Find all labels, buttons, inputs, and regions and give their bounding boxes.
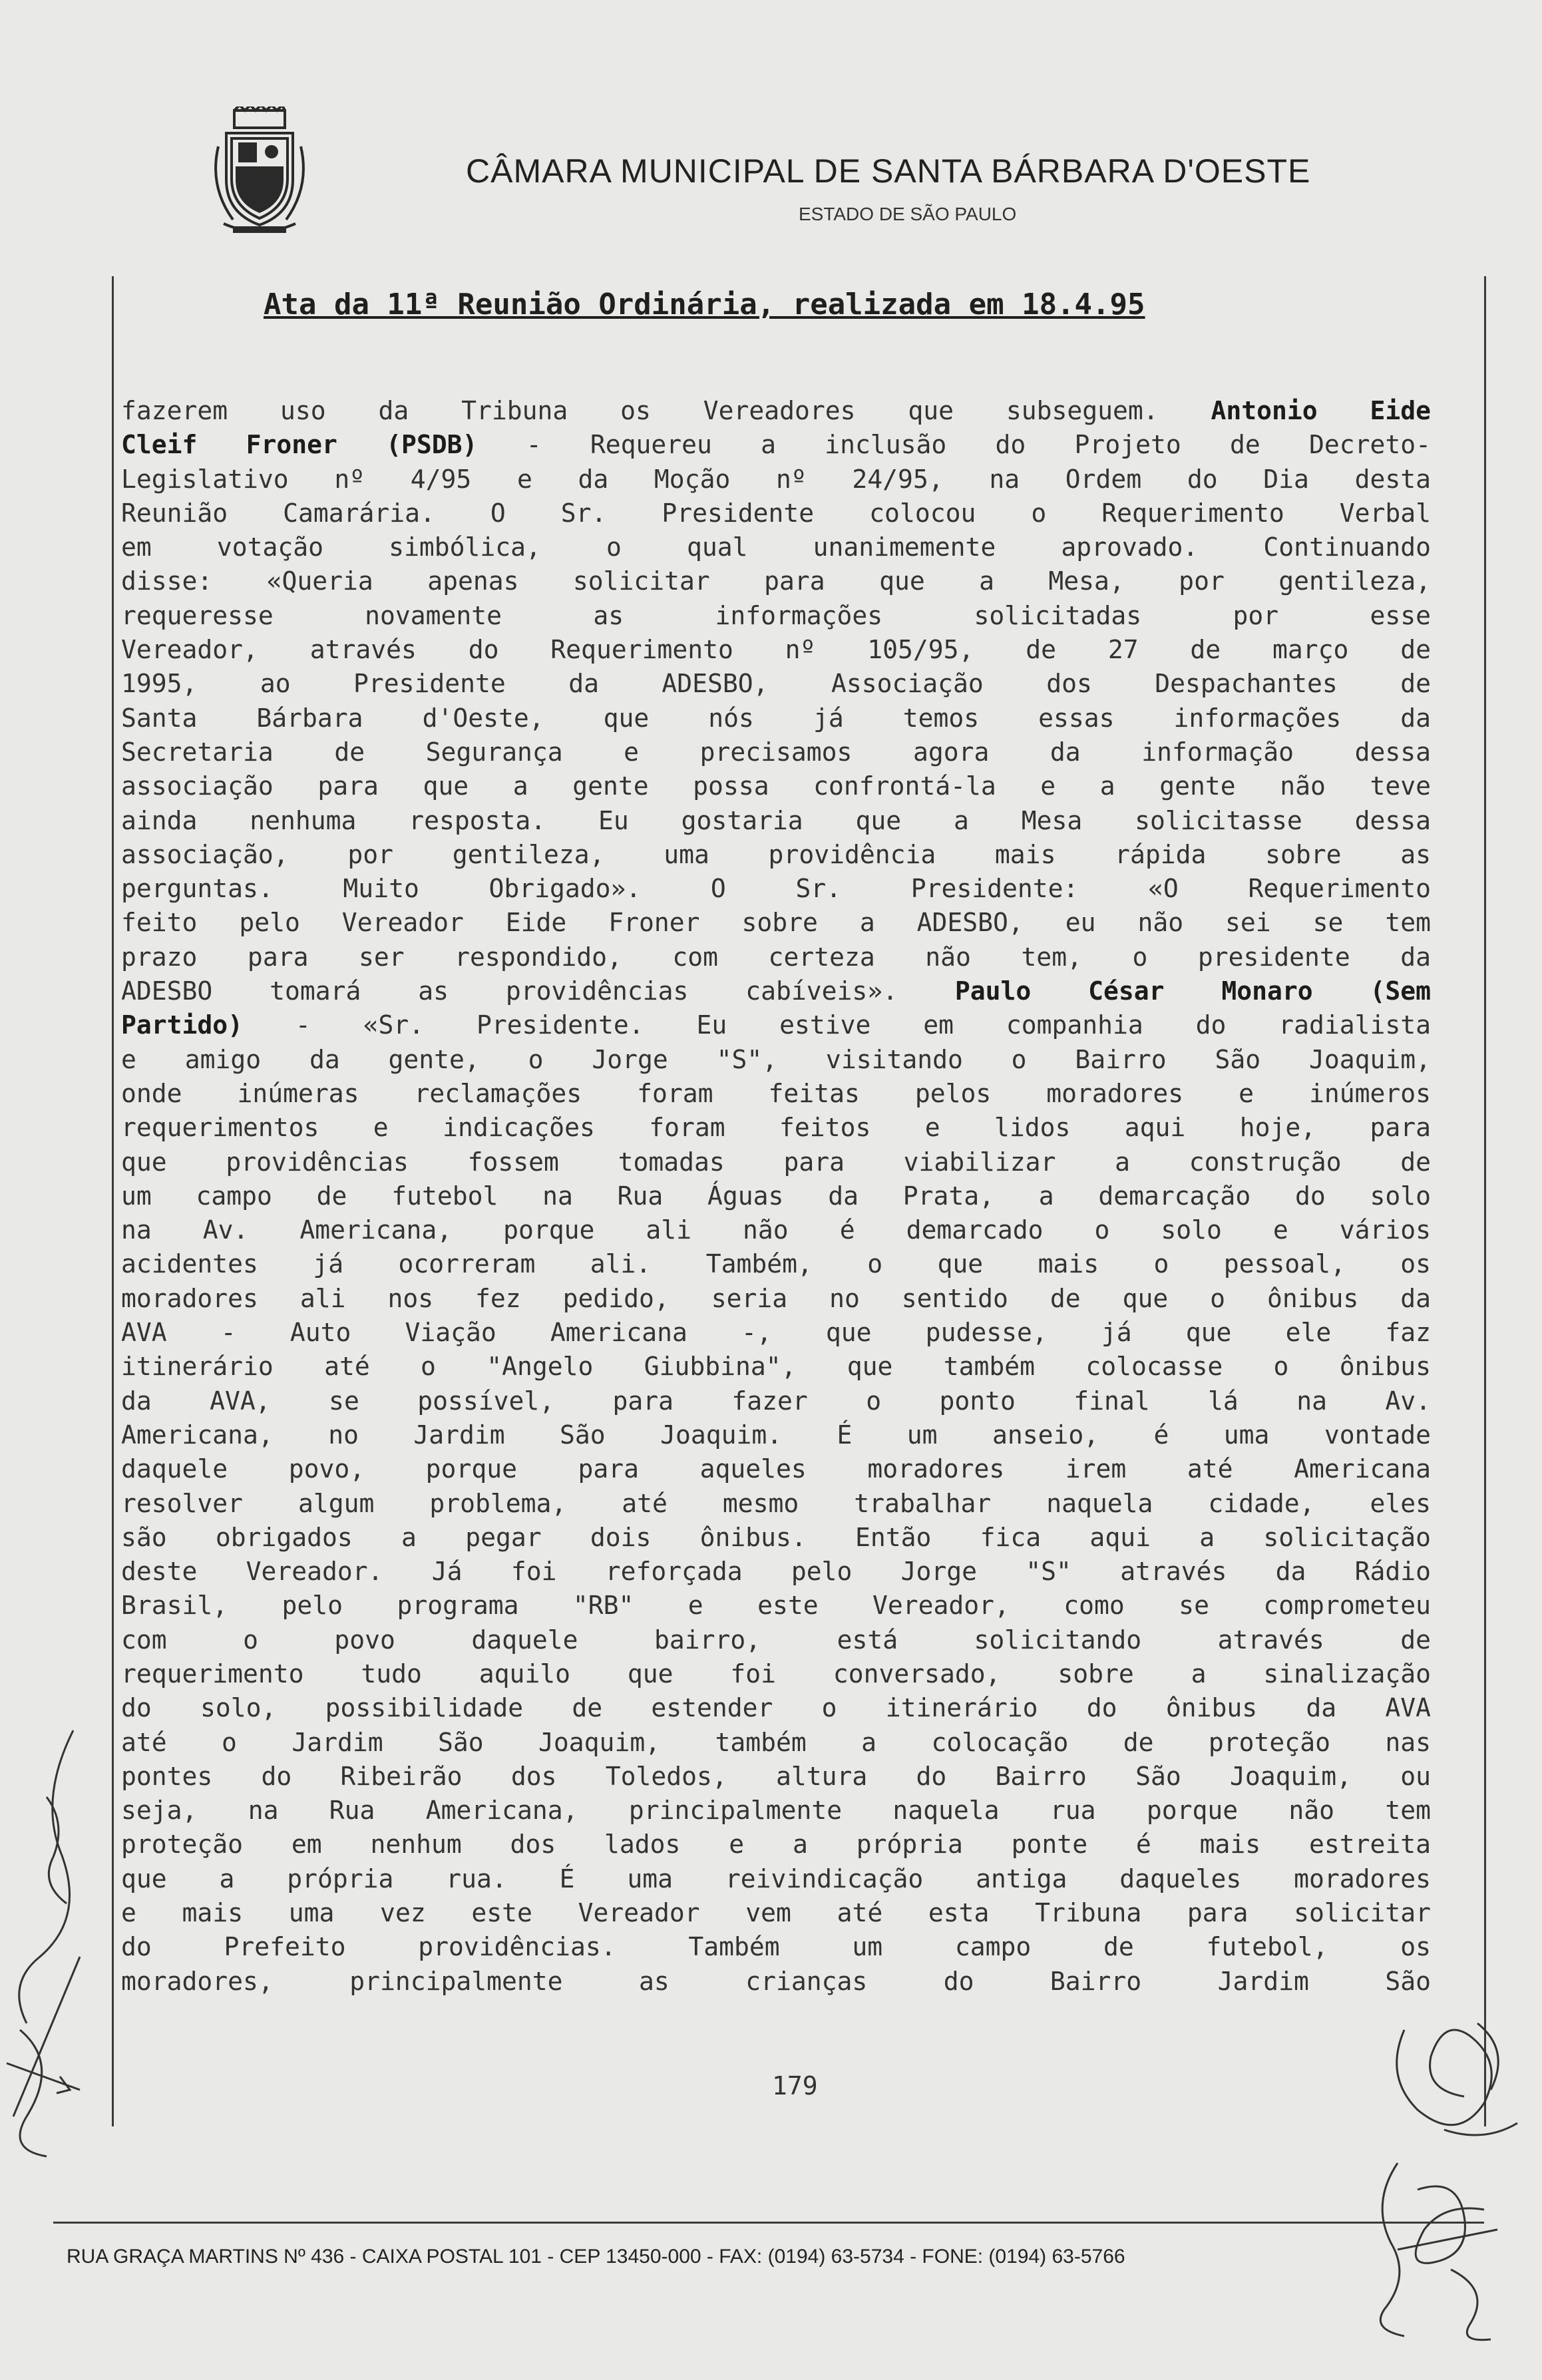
- body-text-segment: daquele povo, porque para aqueles moradores irem até Americana: [121, 1454, 1431, 1484]
- footer-rule: [53, 2222, 1484, 2224]
- body-text-segment: do Prefeito providências. Também um campo de futebol, os: [121, 1932, 1431, 1962]
- body-line: [121, 1111, 1431, 1145]
- body-line: [121, 1282, 1431, 1316]
- body-line: [121, 463, 1431, 496]
- footer-address: RUA GRAÇA MARTINS Nº 436 - CAIXA POSTAL 101 - CEP 13450-000 - FAX: (0194) 63-5734 - FONE: (0194) 63-5766: [67, 2246, 1125, 2268]
- body-line: [121, 838, 1431, 872]
- institution-name: CÂMARA MUNICIPAL DE SANTA BÁRBARA D'OESTE: [466, 152, 1311, 190]
- body-line: [121, 667, 1431, 701]
- body-line: [121, 1043, 1431, 1077]
- body-line: [121, 1555, 1431, 1589]
- body-text-segment: que a própria rua. É uma reivindicação antiga daqueles moradores: [121, 1864, 1431, 1893]
- body-text-segment: feito pelo Vereador Eide Froner sobre a ADESBO, eu não sei se tem: [121, 908, 1431, 938]
- body-text-segment: e amigo da gente, o Jorge "S", visitando o Bairro São Joaquim,: [121, 1044, 1431, 1074]
- body-line: [121, 1452, 1431, 1486]
- body-line: [121, 1350, 1431, 1384]
- speaker-name: Cleif Froner (PSDB): [121, 430, 478, 460]
- body-line: [121, 1487, 1431, 1521]
- body-text-segment: moradores, principalmente as crianças do Bairro Jardim São: [121, 1966, 1431, 1996]
- body-line: [121, 1179, 1431, 1213]
- body-line: [121, 530, 1431, 564]
- body-line: [121, 1760, 1431, 1794]
- body-line: [121, 1828, 1431, 1862]
- body-text-segment: do solo, possibilidade de estender o itinerário do ônibus da AVA: [121, 1693, 1431, 1723]
- body-line: [121, 1862, 1431, 1896]
- margin-line-left: [112, 276, 114, 2126]
- municipal-coat-of-arms-icon: [206, 106, 313, 240]
- body-text-segment: pontes do Ribeirão dos Toledos, altura do Bairro São Joaquim, ou: [121, 1761, 1431, 1791]
- body-line: [121, 1384, 1431, 1418]
- body-line: [121, 428, 1431, 462]
- body-text-segment: na Av. Americana, porque ali não é demarcado o solo e vários: [121, 1215, 1431, 1245]
- body-line: [121, 1965, 1431, 1999]
- body-text-segment: itinerário até o "Angelo Giubbina", que também colocasse o ônibus: [121, 1352, 1431, 1382]
- body-line: [121, 1896, 1431, 1930]
- body-text-segment: um campo de futebol na Rua Águas da Prata, a demarcação do solo: [121, 1181, 1431, 1211]
- body-line: [121, 940, 1431, 974]
- body-text-segment: com o povo daquele bairro, está solicitando através de: [121, 1625, 1431, 1655]
- margin-signature-left: [0, 1717, 93, 2170]
- body-line: [121, 564, 1431, 598]
- body-line: [121, 1521, 1431, 1555]
- body-text-segment: requeresse novamente as informações solicitadas por esse: [121, 600, 1431, 630]
- body-text-segment: acidentes já ocorreram ali. Também, o que mais o pessoal, os: [121, 1249, 1431, 1279]
- body-text-segment: requerimento tudo aquilo que foi conversado, sobre a sinalização: [121, 1659, 1431, 1688]
- body-text-segment: Reunião Camarária. O Sr. Presidente colocou o Requerimento Verbal: [121, 498, 1431, 528]
- body-line: [121, 1008, 1431, 1042]
- body-line: [121, 599, 1431, 633]
- body-text-segment: resolver algum problema, até mesmo trabalhar naquela cidade, eles: [121, 1488, 1431, 1518]
- body-line: [121, 1213, 1431, 1247]
- body-text-segment: Secretaria de Segurança e precisamos agora da informação dessa: [121, 737, 1431, 767]
- minutes-body-text: [121, 394, 1431, 1999]
- body-line: [121, 1623, 1431, 1657]
- body-line: [121, 1418, 1431, 1452]
- body-line: [121, 1657, 1431, 1691]
- body-line: [121, 906, 1431, 940]
- speaker-name: Antonio Eide: [1211, 396, 1431, 425]
- body-text-segment: associação, por gentileza, uma providência mais rápida sobre as: [121, 839, 1431, 869]
- body-text-segment: AVA - Auto Viação Americana -, que pudesse, já que ele faz: [121, 1318, 1431, 1348]
- body-text-segment: disse: «Queria apenas solicitar para que a Mesa, por gentileza,: [121, 566, 1431, 596]
- body-text-segment: em votação simbólica, o qual unanimemente aprovado. Continuando: [121, 532, 1431, 562]
- body-line: [121, 701, 1431, 735]
- body-text-segment: fazerem uso da Tribuna os Vereadores que subseguem.: [121, 396, 1211, 425]
- body-text-segment: e mais uma vez este Vereador vem até esta Tribuna para solicitar: [121, 1898, 1431, 1928]
- state-name: ESTADO DE SÃO PAULO: [799, 204, 1017, 224]
- speaker-name: Partido): [121, 1010, 244, 1040]
- speaker-name: Paulo César Monaro (Sem: [954, 976, 1431, 1006]
- body-text-segment: proteção em nenhum dos lados e a própria ponte é mais estreita: [121, 1830, 1431, 1860]
- body-line: [121, 1794, 1431, 1828]
- body-text-segment: são obrigados a pegar dois ônibus. Então fica aqui a solicitação: [121, 1522, 1431, 1552]
- body-line: [121, 1930, 1431, 1964]
- body-text-segment: - Requereu a inclusão do Projeto de Decreto-: [477, 430, 1431, 460]
- body-text-segment: até o Jardim São Joaquim, também a colocação de proteção nas: [121, 1727, 1431, 1757]
- body-line: [121, 735, 1431, 769]
- body-line: [121, 1145, 1431, 1179]
- body-text-segment: Legislativo nº 4/95 e da Moção nº 24/95, na Ordem do Dia desta: [121, 464, 1431, 494]
- page-number: 179: [772, 2071, 818, 2100]
- body-line: [121, 394, 1431, 428]
- body-line: [121, 1077, 1431, 1111]
- body-line: [121, 1726, 1431, 1760]
- body-text-segment: onde inúmeras reclamações foram feitas pelos moradores e inúmeros: [121, 1078, 1431, 1108]
- body-text-segment: seja, na Rua Americana, principalmente naquela rua porque não tem: [121, 1796, 1431, 1826]
- body-text-segment: associação para que a gente possa confrontá-la e a gente não teve: [121, 771, 1431, 801]
- body-line: [121, 974, 1431, 1008]
- body-line: [121, 804, 1431, 838]
- margin-line-right: [1484, 276, 1486, 2126]
- body-line: [121, 633, 1431, 667]
- body-text-segment: perguntas. Muito Obrigado». O Sr. Presidente: «O Requerimento: [121, 874, 1431, 904]
- body-line: [121, 1691, 1431, 1725]
- body-line: [121, 1316, 1431, 1350]
- body-text-segment: moradores ali nos fez pedido, seria no sentido de que o ônibus da: [121, 1283, 1431, 1313]
- body-line: [121, 1247, 1431, 1281]
- body-text-segment: requerimentos e indicações foram feitos e lidos aqui hoje, para: [121, 1113, 1431, 1143]
- body-text-segment: Santa Bárbara d'Oeste, que nós já temos essas informações da: [121, 703, 1431, 733]
- body-line: [121, 1589, 1431, 1623]
- body-text-segment: da AVA, se possível, para fazer o ponto final lá na Av.: [121, 1386, 1431, 1416]
- body-text-segment: 1995, ao Presidente da ADESBO, Associação dos Despachantes de: [121, 669, 1431, 699]
- body-text-segment: que providências fossem tomadas para viabilizar a construção de: [121, 1147, 1431, 1177]
- body-text-segment: - «Sr. Presidente. Eu estive em companhia do radialista: [243, 1010, 1431, 1040]
- body-line: [121, 872, 1431, 906]
- body-line: [121, 769, 1431, 803]
- body-text-segment: Vereador, através do Requerimento nº 105/95, de 27 de março de: [121, 635, 1431, 665]
- body-line: [121, 496, 1431, 530]
- body-text-segment: deste Vereador. Já foi reforçada pelo Jorge "S" através da Rádio: [121, 1557, 1431, 1587]
- body-text-segment: prazo para ser respondido, com certeza não tem, o presidente da: [121, 942, 1431, 972]
- body-text-segment: Brasil, pelo programa "RB" e este Vereador, como se comprometeu: [121, 1591, 1431, 1621]
- body-text-segment: Americana, no Jardim São Joaquim. É um anseio, é uma vontade: [121, 1420, 1431, 1450]
- body-text-segment: ainda nenhuma resposta. Eu gostaria que a Mesa solicitasse dessa: [121, 805, 1431, 835]
- margin-signature-right: [1378, 2010, 1531, 2156]
- body-text-segment: ADESBO tomará as providências cabíveis».: [121, 976, 955, 1006]
- minutes-title: Ata da 11ª Reunião Ordinária, realizada em 18.4.95: [264, 288, 1145, 321]
- footer-signature-right: [1358, 2150, 1511, 2349]
